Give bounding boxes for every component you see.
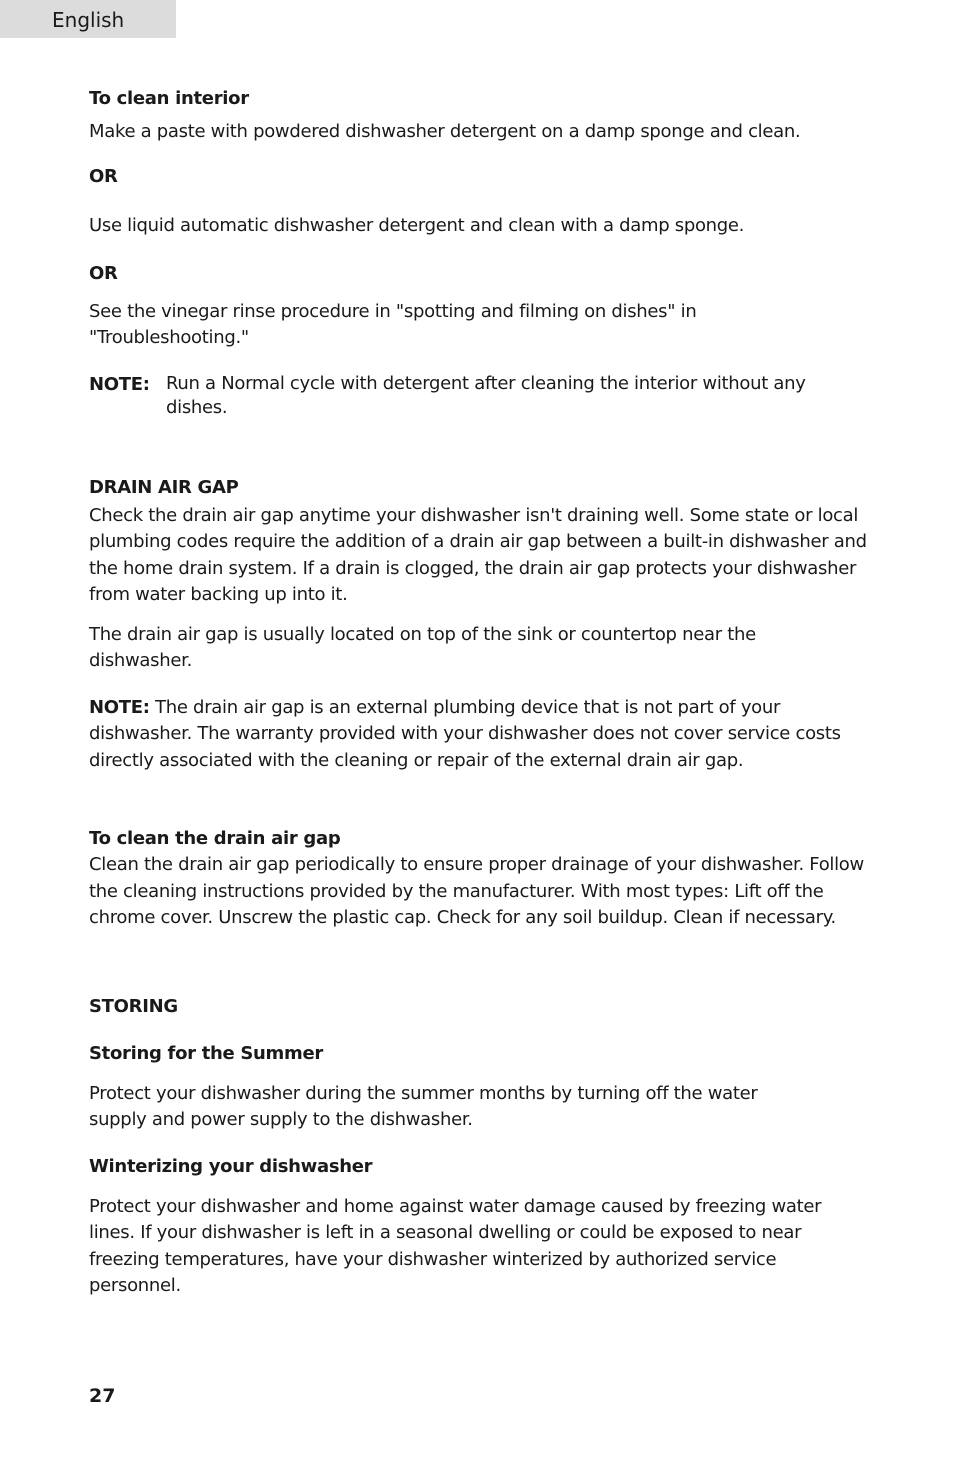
heading-winterizing: Winterizing your dishwasher <box>89 1155 373 1177</box>
note-label: NOTE: <box>89 373 150 395</box>
heading-storing-summer: Storing for the Summer <box>89 1042 323 1064</box>
heading-drain-air-gap: DRAIN AIR GAP <box>89 476 239 498</box>
or-label-1: OR <box>89 166 118 187</box>
heading-clean-interior: To clean interior <box>89 88 249 109</box>
winterizing-paragraph: Protect your dishwasher and home against water damage caused by freezing water lines. If your dishwasher is left in a seasonal dwelling or could be exposed to near freezing temperatures, have your dishwasher winterized by authorized service personnel. <box>89 1195 822 1296</box>
clean-drain-air-gap-paragraph: Clean the drain air gap periodically to ensure proper drainage of your dishwasher. Follow the cleaning instructions provided by the manufacturer. With most types: Lift off the chrome cover. Unscrew the plastic cap. Check for any soil buildup. Clean if necessary. <box>89 854 864 928</box>
paste-paragraph: Make a paste with powdered dishwasher detergent on a damp sponge and clean. <box>89 121 801 142</box>
page-content <box>89 86 869 1300</box>
page-number: 27 <box>89 1385 116 1407</box>
storing-summer-paragraph: Protect your dishwasher during the summer months by turning off the water supply and power supply to the dishwasher. <box>89 1082 758 1130</box>
vinegar-paragraph: See the vinegar rinse procedure in "spotting and filming on dishes" in "Troubleshooting." <box>89 300 697 348</box>
drain-air-gap-paragraph-1: Check the drain air gap anytime your dishwasher isn't draining well. Some state or local plumbing codes require the addition of a drain air gap between a built-in dishwasher and the home drain system. If a drain is clogged, the drain air gap protects your dishwasher from water backing up into it. <box>89 504 867 605</box>
drain-air-gap-note <box>89 695 869 775</box>
liquid-paragraph: Use liquid automatic dishwasher detergent and clean with a damp sponge. <box>89 215 745 236</box>
heading-storing: STORING <box>89 995 178 1017</box>
language-tab: English <box>0 0 176 38</box>
note-text: The drain air gap is an external plumbing device that is not part of your dishwasher. The warranty provided with your dishwasher does not cover service costs directly associated with the cleaning or repair of the external drain air gap. <box>89 696 841 771</box>
note-text: Run a Normal cycle with detergent after cleaning the interior without any dishes. <box>166 372 806 418</box>
drain-air-gap-paragraph-2: The drain air gap is usually located on top of the sink or countertop near the dishwasher. <box>89 623 756 671</box>
heading-clean-drain-air-gap: To clean the drain air gap <box>89 828 341 849</box>
or-label-2: OR <box>89 262 118 284</box>
interior-note <box>89 372 869 420</box>
note-label: NOTE: <box>89 696 150 718</box>
